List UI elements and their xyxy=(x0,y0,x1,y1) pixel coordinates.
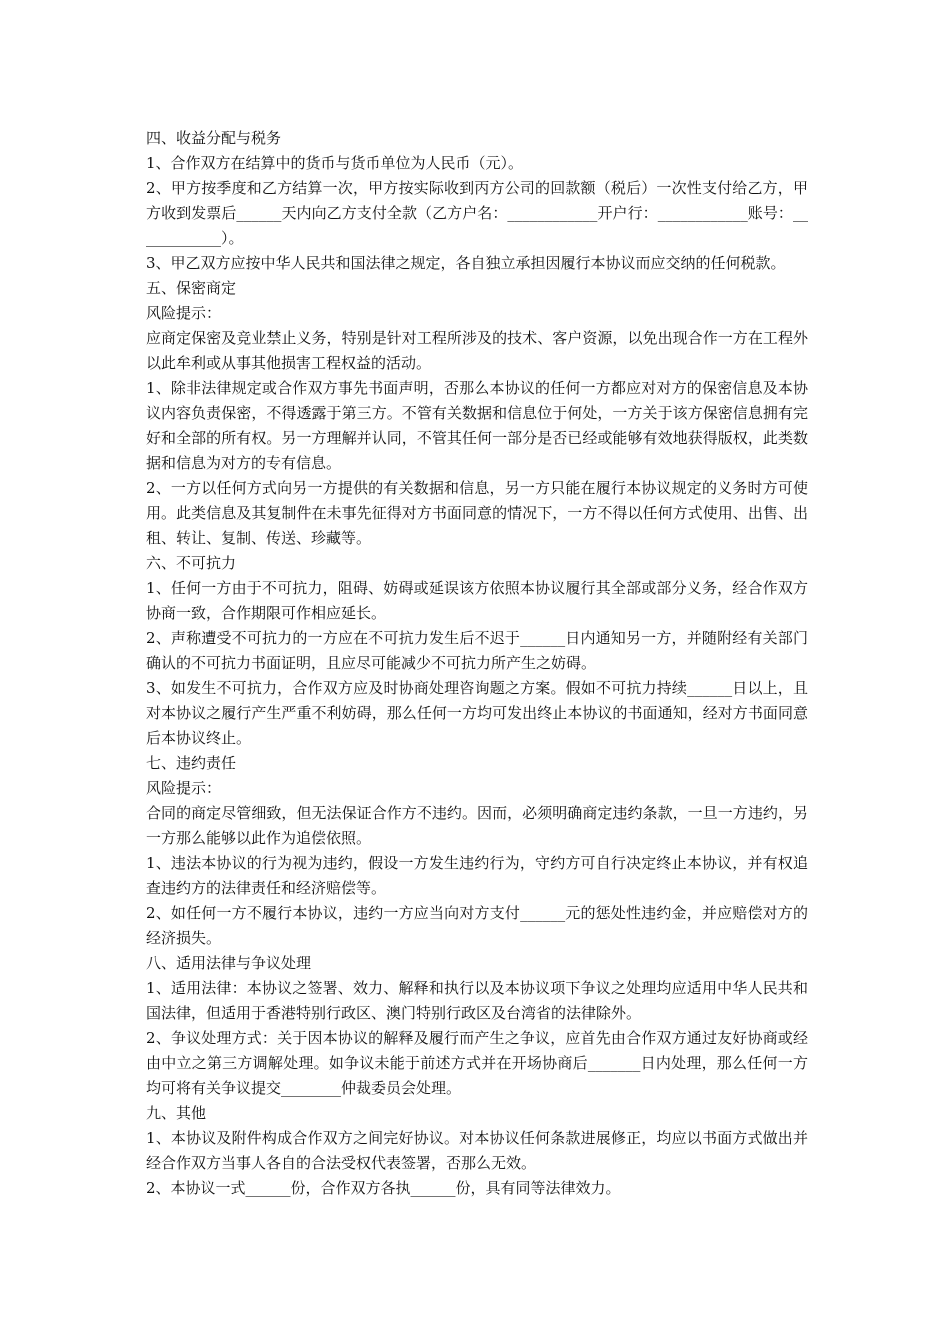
clause-4-2-settlement: 2、甲方按季度和乙方结算一次，甲方按实际收到丙方公司的回款额（税后）一次性支付给乙方，甲方收到发票后______天内向乙方支付全款（乙方户名：____________开户行：____________账号：____________）。 xyxy=(146,179,808,247)
section-heading-law-disputes: 八、适用法律与争议处理 xyxy=(146,954,312,972)
clause-8-1-governing-law: 1、适用法律：本协议之签署、效力、解释和执行以及本协议项下争议之处理均应适用中华人民共和国法律，但适用于香港特别行政区、澳门特别行政区及台湾省的法律除外。 xyxy=(146,979,808,1022)
clause-4-1-currency: 1、合作双方在结算中的货币与货币单位为人民币（元）。 xyxy=(146,154,524,172)
clause-9-1-entire-agreement: 1、本协议及附件构成合作双方之间完好协议。对本协议任何条款进展修正，均应以书面方式做出并经合作双方当事人各自的合法受权代表签署，否那么无效。 xyxy=(146,1129,808,1172)
clause-6-2-notification: 2、声称遭受不可抗力的一方应在不可抗力发生后不迟于______日内通知另一方，并随附经有关部门确认的不可抗力书面证明，且应尽可能减少不可抗力所产生之妨碍。 xyxy=(146,629,808,672)
risk-warning-label: 风险提示： xyxy=(146,304,222,322)
clause-7-1-breach: 1、违法本协议的行为视为违约，假设一方发生违约行为，守约方可自行决定终止本协议，并有权追查违约方的法律责任和经济赔偿等。 xyxy=(146,854,808,897)
section-heading-revenue-tax: 四、收益分配与税务 xyxy=(146,129,282,147)
risk-warning-text: 合同的商定尽管细致，但无法保证合作方不违约。因而，必须明确商定违约条款，一旦一方违约，另一方那么能够以此作为追偿依照。 xyxy=(146,804,808,847)
document-page xyxy=(146,126,808,1201)
risk-warning-label: 风险提示： xyxy=(146,779,222,797)
clause-5-2-info-usage: 2、一方以任何方式向另一方提供的有关数据和信息，另一方只能在履行本协议规定的义务时方可使用。此类信息及其复制件在未事先征得对方书面同意的情况下，一方不得以任何方式使用、出售、出租、转让、复制、传送、珍藏等。 xyxy=(146,479,808,547)
section-heading-confidentiality: 五、保密商定 xyxy=(146,279,237,297)
clause-6-3-termination: 3、如发生不可抗力，合作双方应及时协商处理咨询题之方案。假如不可抗力持续______日以上，且对本协议之履行产生严重不利妨碍，那么任何一方均可发出终止本协议的书面通知，经对方书面同意后本协议终止。 xyxy=(146,679,808,747)
clause-5-1-confidential-info: 1、除非法律规定或合作双方事先书面声明，否那么本协议的任何一方都应对对方的保密信息及本协议内容负责保密，不得透露于第三方。不管有关数据和信息位于何处，一方关于该方保密信息拥有完好和全部的所有权。另一方理解并认同，不管其任何一部分是否已经或能够有效地获得版权，此类数据和信息为对方的专有信息。 xyxy=(146,379,808,472)
clause-8-2-dispute-resolution: 2、争议处理方式：关于因本协议的解释及履行而产生之争议，应首先由合作双方通过友好协商或经由中立之第三方调解处理。如争议未能于前述方式并在开场协商后_______日内处理，那么任何一方均可将有关争议提交________仲裁委员会处理。 xyxy=(146,1029,808,1097)
risk-warning-text: 应商定保密及竞业禁止义务，特别是针对工程所涉及的技术、客户资源，以免出现合作一方在工程外以此牟利或从事其他损害工程权益的活动。 xyxy=(146,329,808,372)
section-heading-liability: 七、违约责任 xyxy=(146,754,237,772)
clause-4-3-taxes: 3、甲乙双方应按中华人民共和国法律之规定，各自独立承担因履行本协议而应交纳的任何税款。 xyxy=(146,254,786,272)
clause-6-1-extension: 1、任何一方由于不可抗力，阻碍、妨碍或延误该方依照本协议履行其全部或部分义务，经合作双方协商一致，合作期限可作相应延长。 xyxy=(146,579,808,622)
clause-7-2-penalty: 2、如任何一方不履行本协议，违约一方应当向对方支付______元的惩处性违约金，并应赔偿对方的经济损失。 xyxy=(146,904,808,947)
clause-9-2-copies: 2、本协议一式______份，合作双方各执______份，具有同等法律效力。 xyxy=(146,1179,621,1197)
section-heading-miscellaneous: 九、其他 xyxy=(146,1104,207,1122)
section-heading-force-majeure: 六、不可抗力 xyxy=(146,554,237,572)
